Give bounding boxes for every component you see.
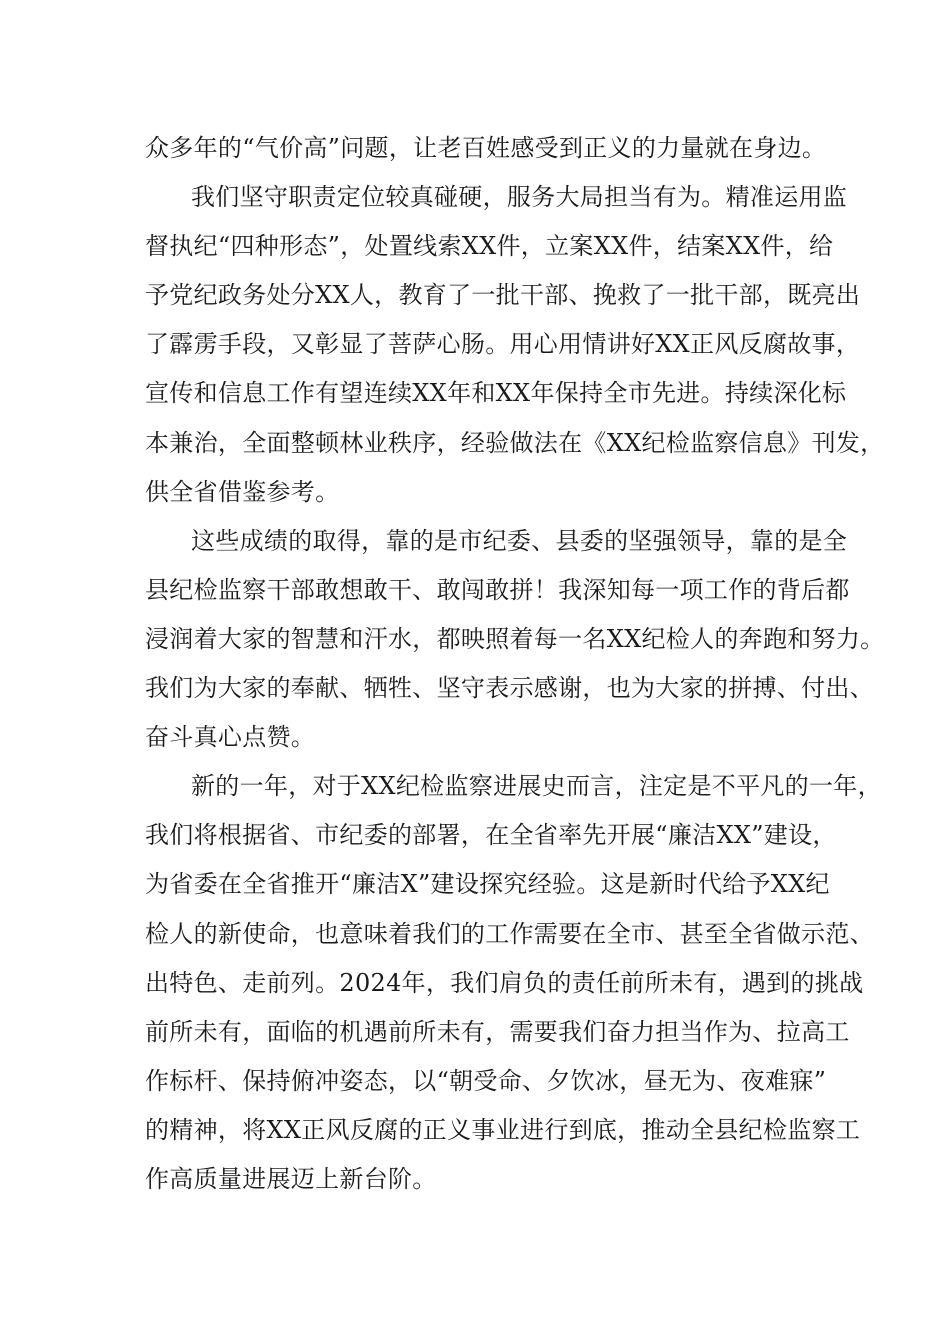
text-line: 检人的新使命，也意味着我们的工作需要在全市、甚至全省做示范、 (145, 919, 874, 948)
text-line: 出特色、走前列。2024年，我们肩负的责任前所未有，遇到的挑战 (145, 968, 864, 997)
text-line: 予党纪政务处分XX人，教育了一批干部、挽救了一批干部，既亮出 (145, 281, 861, 310)
text-line: 的精神，将XX正风反腐的正义事业进行到底，推动全县纪检监察工 (145, 1115, 861, 1144)
text-line: 督执纪“四种形态”，处置线索XX件，立案XX件，结案XX件，给 (145, 232, 834, 261)
text-line: 了霹雳手段，又彰显了菩萨心肠。用心用情讲好XX正风反腐故事， (145, 330, 861, 359)
text-line: 宣传和信息工作有望连续XX年和XX年保持全市先进。持续深化标 (145, 379, 847, 408)
text-line: 县纪检监察干部敢想敢干、敢闯敢拼！我深知每一项工作的背后都 (145, 575, 850, 604)
text-line: 供全省借鉴参考。 (145, 477, 340, 506)
text-line: 作高质量进展迈上新台阶。 (145, 1164, 437, 1193)
document-body (145, 124, 885, 1204)
text-line: 这些成绩的取得，靠的是市纪委、县委的坚强领导，靠的是全 (191, 526, 848, 555)
text-line: 众多年的“气价高”问题，让老百姓感受到正义的力量就在身边。 (145, 134, 827, 162)
text-line: 作标杆、保持俯冲姿态，以“朝受命、夕饮冰，昼无为、夜难寐” (145, 1066, 827, 1095)
text-line: 为省委在全省推开“廉洁X”建设探究经验。这是新时代给予XX纪 (145, 870, 830, 899)
text-line: 前所未有，面临的机遇前所未有，需要我们奋力担当作为、拉高工 (145, 1017, 850, 1046)
text-line: 我们坚守职责定位较真碰硬，服务大局担当有为。精准运用监 (191, 183, 848, 212)
text-line: 奋斗真心点赞。 (145, 723, 316, 752)
text-line: 本兼治，全面整顿林业秩序，经验做法在《XX纪检监察信息》刊发， (145, 428, 885, 457)
text-line: 我们为大家的奉献、牺牲、坚守表示感谢，也为大家的拼搏、付出、 (145, 674, 874, 703)
text-line: 浸润着大家的智慧和汗水，都映照着每一名XX纪检人的奔跑和努力。 (145, 624, 885, 653)
text-line: 我们将根据省、市纪委的部署，在全省率先开展“廉洁XX”建设， (145, 821, 837, 850)
text-line: 新的一年，对于XX纪检监察进展史而言，注定是不平凡的一年， (191, 772, 882, 801)
